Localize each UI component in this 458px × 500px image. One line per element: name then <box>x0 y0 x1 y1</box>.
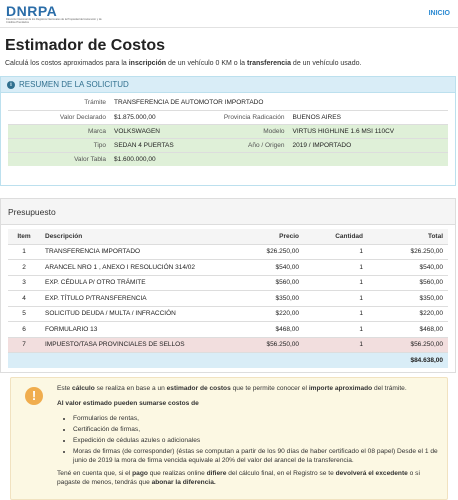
warning-text: se realiza en base a un <box>94 385 167 392</box>
budget-panel <box>0 198 456 373</box>
list-item: • Certificación de firmas, <box>73 425 439 434</box>
cell-total: $26.250,00 <box>368 244 448 260</box>
dnrpa-logo[interactable] <box>6 4 106 24</box>
cell-cantidad: 1 <box>304 260 368 276</box>
col-item-header: Item <box>8 229 40 244</box>
cell-precio: $468,00 <box>214 322 304 338</box>
table-row <box>8 260 448 276</box>
warning-panel <box>10 377 448 500</box>
warning-bold: pago <box>132 470 148 477</box>
cell-cantidad: 1 <box>304 322 368 338</box>
cell-item: 1 <box>8 244 40 260</box>
cell-descripcion: EXP. TÍTULO P/TRANSFERENCIA <box>40 291 214 307</box>
subtitle-text: de un vehículo usado. <box>290 60 362 67</box>
table-row <box>8 322 448 338</box>
table-row <box>8 291 448 307</box>
marca-value: VOLKSWAGEN <box>110 124 209 138</box>
list-item: • Moras de firmas (de corresponder) (éstas se computan a partir de los 90 días de haber certificado el 08 papel) Desde el 1 de junio de 2019 la mora de firma vencida equivale al 20% del valor del arancel de la transferencia. <box>73 447 439 465</box>
warning-paragraph-2 <box>57 399 439 408</box>
cell-item: 4 <box>8 291 40 307</box>
subtitle-text: Calculá los costos aproximados para la <box>5 60 129 67</box>
tramite-label: Trámite <box>8 96 110 110</box>
cell-total: $540,00 <box>368 260 448 276</box>
warning-text: o si pagaste de menos, tendrás que <box>57 470 420 486</box>
col-descripcion-header: Descripción <box>40 229 214 244</box>
total-row-spacer <box>8 353 368 369</box>
cell-descripcion: SOLICITUD DEUDA / MULTA / INFRACCIÓN <box>40 306 214 322</box>
cell-item: 2 <box>8 260 40 276</box>
budget-header-row <box>8 229 448 244</box>
budget-table <box>8 229 448 368</box>
list-item: • Formularios de rentas, <box>73 414 439 423</box>
warning-text: del cálculo final, en el Registro se te <box>226 470 336 477</box>
cell-cantidad: 1 <box>304 291 368 307</box>
warning-text: que realizas online <box>147 470 207 477</box>
page-title: Estimador de Costos <box>5 37 166 54</box>
tipo-value: SEDAN 4 PUERTAS <box>110 138 209 152</box>
subtitle-text: de un vehículo 0 KM o la <box>166 60 248 67</box>
list-item: • Expedición de cédulas azules o adicionales <box>73 436 439 445</box>
cell-total: $220,00 <box>368 306 448 322</box>
cell-total: $560,00 <box>368 275 448 291</box>
cell-descripcion: TRANSFERENCIA IMPORTADO <box>40 244 214 260</box>
cell-total: $468,00 <box>368 322 448 338</box>
warning-bold: difiere <box>206 470 227 477</box>
warning-bold: importe aproximado <box>308 385 373 392</box>
warning-text: del trámite. <box>372 385 407 392</box>
cell-item: 6 <box>8 322 40 338</box>
cell-precio: $56.250,00 <box>214 337 304 353</box>
summary-panel-header <box>1 77 455 93</box>
cell-descripcion: IMPUESTO/TASA PROVINCIALES DE SELLOS <box>40 337 214 353</box>
summary-row-tramite <box>8 96 448 110</box>
tramite-value: TRANSFERENCIA DE AUTOMOTOR IMPORTADO <box>110 96 448 110</box>
cell-item: 7 <box>8 337 40 353</box>
cell-cantidad: 1 <box>304 275 368 291</box>
warning-paragraph-3 <box>57 469 439 487</box>
logo-text: DNRPA <box>6 2 58 19</box>
cell-descripcion: FORMULARIO 13 <box>40 322 214 338</box>
grand-total-value: $84.638,00 <box>368 353 448 369</box>
summary-panel <box>0 76 456 186</box>
modelo-value: VIRTUS HIGHLINE 1.6 MSI 110CV <box>289 124 448 138</box>
marca-label: Marca <box>8 124 110 138</box>
provincia-label: Provincia Radicación <box>209 110 289 124</box>
cell-cantidad: 1 <box>304 337 368 353</box>
subtitle-bold-transferencia: transferencia <box>247 60 291 67</box>
cell-precio: $220,00 <box>214 306 304 322</box>
cell-total: $56.250,00 <box>368 337 448 353</box>
warning-text: Tené en cuenta que, si el <box>57 470 133 477</box>
summary-row-valor-tabla <box>8 152 448 166</box>
warning-text: Este <box>57 385 73 392</box>
top-navbar <box>0 0 458 28</box>
summary-row-marca <box>8 124 448 138</box>
valor-declarado-value: $1.875.000,00 <box>110 110 209 124</box>
table-row <box>8 244 448 260</box>
cell-item: 3 <box>8 275 40 291</box>
warning-bold: abonar la diferencia. <box>151 479 216 486</box>
tipo-label: Tipo <box>8 138 110 152</box>
cell-descripcion: ARANCEL NRO 1 , ANEXO I RESOLUCIÓN 314/02 <box>40 260 214 276</box>
info-circle-icon: i <box>7 81 15 89</box>
summary-row-tipo <box>8 138 448 152</box>
cell-descripcion: EXP. CÉDULA P/ OTRO TRÁMITE <box>40 275 214 291</box>
cell-item: 5 <box>8 306 40 322</box>
cell-precio: $540,00 <box>214 260 304 276</box>
valor-tabla-label: Valor Tabla <box>8 152 110 166</box>
cell-cantidad: 1 <box>304 306 368 322</box>
valor-declarado-label: Valor Declarado <box>8 110 110 124</box>
total-row <box>8 353 448 369</box>
summary-row-valor-declarado <box>8 110 448 124</box>
col-cantidad-header: Cantidad <box>304 229 368 244</box>
warning-bold: cálculo <box>72 385 95 392</box>
warning-paragraph-1 <box>57 384 439 393</box>
budget-heading: Presupuesto <box>1 199 455 225</box>
provincia-value: BUENOS AIRES <box>289 110 448 124</box>
table-row <box>8 306 448 322</box>
table-row <box>8 275 448 291</box>
warning-bold: estimador de costos <box>166 385 231 392</box>
page-subtitle <box>5 60 458 67</box>
modelo-label: Modelo <box>209 124 289 138</box>
extra-costs-list <box>73 414 439 465</box>
cell-total: $350,00 <box>368 291 448 307</box>
exclamation-icon: ! <box>25 387 43 405</box>
summary-heading: RESUMEN DE LA SOLICITUD <box>19 80 129 89</box>
cell-precio: $350,00 <box>214 291 304 307</box>
warning-bold: Al valor estimado pueden sumarse costos de <box>57 400 199 407</box>
nav-inicio-link[interactable]: INICIO <box>428 10 450 17</box>
cell-precio: $560,00 <box>214 275 304 291</box>
summary-table <box>8 96 448 166</box>
col-precio-header: Precio <box>214 229 304 244</box>
cell-precio: $26.250,00 <box>214 244 304 260</box>
warning-content <box>57 384 439 493</box>
col-total-header: Total <box>368 229 448 244</box>
table-row-highlighted <box>8 337 448 353</box>
anio-origen-value: 2019 / IMPORTADO <box>289 138 448 152</box>
warning-text: que te permite conocer el <box>230 385 309 392</box>
anio-origen-label: Año / Origen <box>209 138 289 152</box>
subtitle-bold-inscripcion: inscripción <box>128 60 167 67</box>
warning-bold: devolverá el excedente <box>335 470 408 477</box>
logo-subtitle: Dirección Nacional de los Registros Nacionales de la Propiedad del Automotor y de Créditos Prendarios <box>6 17 102 24</box>
cell-cantidad: 1 <box>304 244 368 260</box>
valor-tabla-value: $1.600.000,00 <box>110 152 448 166</box>
